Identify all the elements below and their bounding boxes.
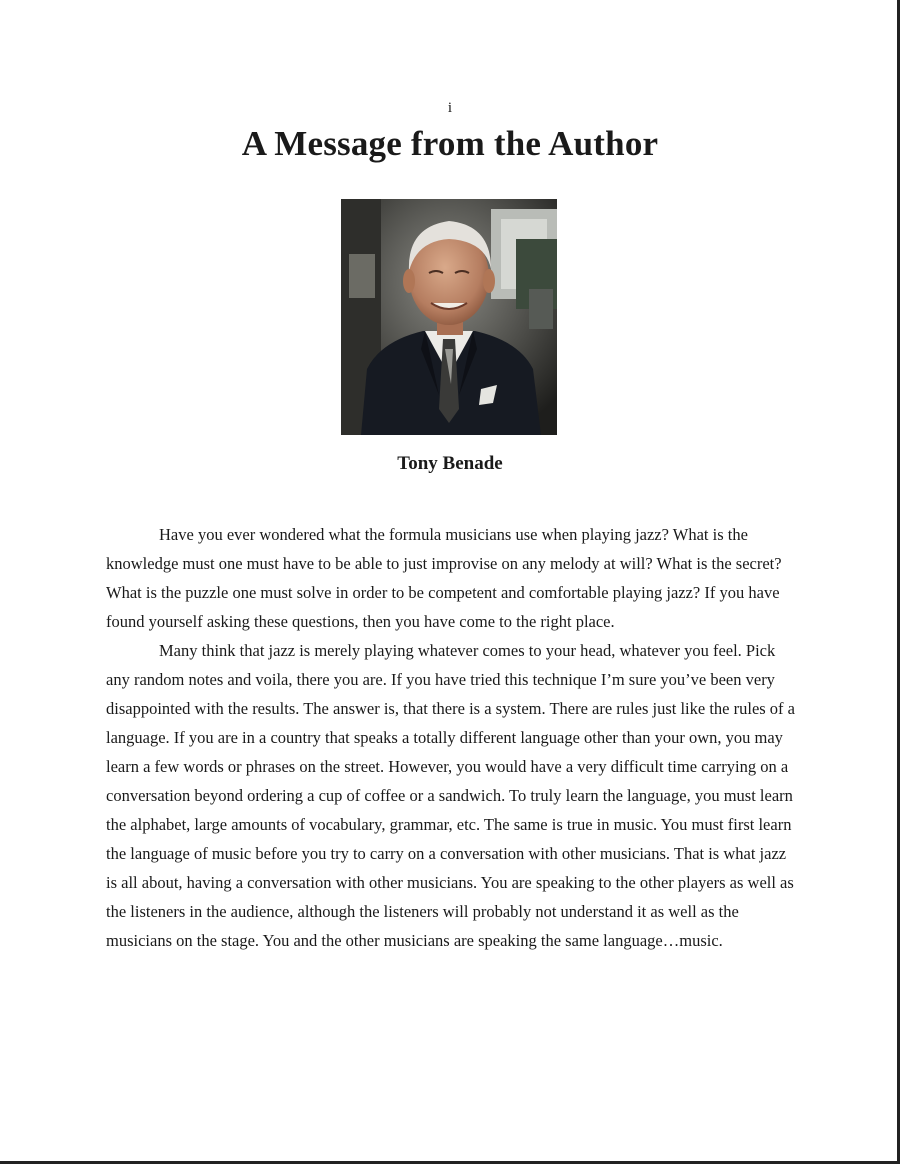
- body-paragraph: Many think that jazz is merely playing whatever comes to your head, whatever you feel. Pick any random notes and voila, there you are. If you have tried this technique I’m sure you’ve been very disappointed with the results. The answer is, that there is a system. There are rules just like the rules of a language. If you are in a country that speaks a totally different language other than your own, you may learn a few words or phrases on the street. However, you would have a very difficult time carrying on a conversation beyond ordering a cup of coffee or a sandwich. To truly learn the language, you must learn the alphabet, large amounts of vocabulary, grammar, etc. The same is true in music. You must first learn the language of music before you try to carry on a conversation with other musicians. That is what jazz is all about, having a conversation with other musicians. You are speaking to the other players as well as the listeners in the audience, although the listeners will probably not understand it as well as the musicians on the stage. You and the other musicians are speaking the same language…music.: [106, 641, 796, 950]
- author-name: Tony Benade: [397, 453, 503, 474]
- page-number: i: [447, 100, 453, 116]
- page-title: A Message from the Author: [241, 124, 659, 163]
- author-portrait-icon: [341, 199, 557, 435]
- body-paragraph: Have you ever wondered what the formula musicians use when playing jazz? What is the knowledge must one must have to be able to just improvise on any melody at will? What is the secret? What is the puzzle one must solve in order to be competent and comfortable playing jazz? If you have found yourself asking these questions, then you have come to the right place.: [106, 525, 782, 631]
- author-photo: [341, 199, 557, 435]
- body-text: [106, 520, 798, 955]
